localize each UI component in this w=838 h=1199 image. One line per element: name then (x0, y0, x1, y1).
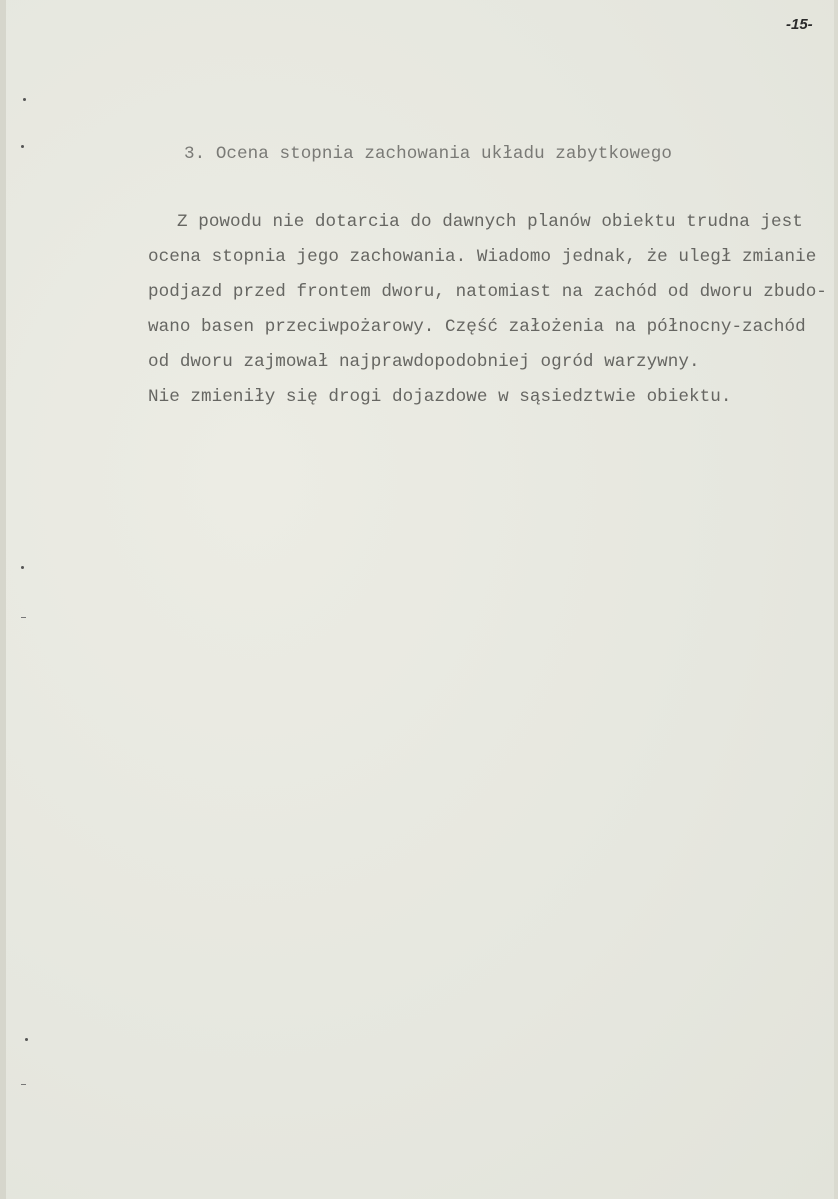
margin-mark (21, 566, 24, 569)
paragraph-line: od dworu zajmował najprawdopodobniej ogród warzywny. (148, 352, 700, 372)
paragraph-line: ocena stopnia jego zachowania. Wiadomo jednak, że uległ zmianie (148, 247, 817, 267)
paragraph-line: podjazd przed frontem dworu, natomiast na zachód od dworu zbudo- (148, 282, 827, 302)
page-number: -15- (786, 16, 813, 33)
page-edge-left (0, 0, 6, 1199)
page-edge-right (834, 0, 838, 1199)
margin-mark (23, 98, 26, 101)
margin-mark (21, 145, 24, 148)
margin-mark (25, 1038, 28, 1041)
paragraph-line: Z powodu nie dotarcia do dawnych planów obiektu trudna jest (177, 212, 803, 232)
paragraph-line: Nie zmieniły się drogi dojazdowe w sąsiedztwie obiektu. (148, 387, 732, 407)
section-heading: 3. Ocena stopnia zachowania układu zabytkowego (184, 144, 672, 164)
paragraph-line: wano basen przeciwpożarowy. Część założenia na północny-zachód (148, 317, 806, 337)
margin-mark (21, 617, 26, 618)
margin-mark (21, 1084, 26, 1085)
